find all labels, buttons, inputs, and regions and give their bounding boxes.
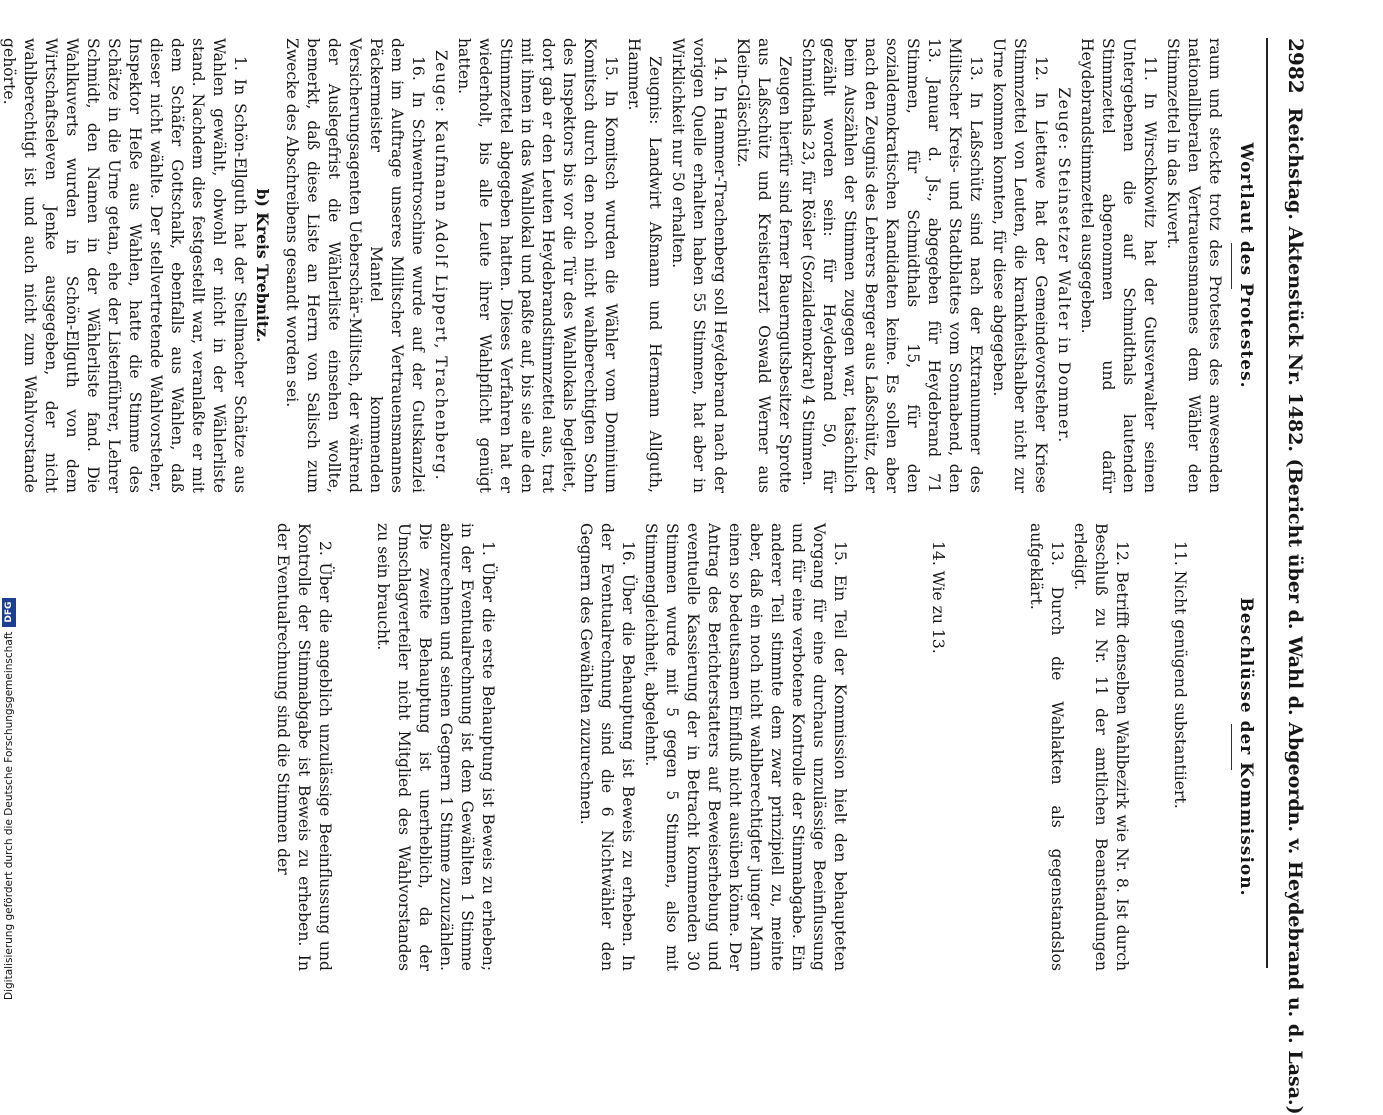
decision-b1: 1. Über die erste Behauptung ist Beweis zu erheben; in der Eventualrechnung ist dem Gewählten 1 Stimme abzurechnen und seinen Gegnern 1 Stimme zuzuzählen. Die zweite Behauptung ist unerheblich, da der Umschlagverteiler nicht Mitglied des Wahlvorstandes zu sein braucht.	[374, 523, 497, 971]
page-header	[1266, 38, 1308, 1115]
decision-15: 15. Ein Teil der Kommission hielt den behaupteten Vorgang für eine durchaus unzulässige Beeinflussung und für eine verbotene Kontrolle der Stimmabgabe. Ein anderer Teil stimmte dem zwar prinzipiell zu, meinte aber, daß ein noch nicht wahlberechtigter junger Mann einen so bedeutsamen Einfluß nicht ausüben könne. Der Antrag des Berichterstatters auf Beweiserhebung und eventuelle Kassierung der in Betracht kommenden 30 Stimmen wurde mit 5 gegen 5 Stimmen, also mit Stimmengleichheit, abgelehnt.	[642, 523, 849, 971]
decision-14: 14. Wie zu 13.	[929, 541, 947, 654]
spacer	[335, 523, 370, 971]
decision-16: 16. Über die Behauptung ist Beweis zu erheben. In der Eventualrechnung sind die 6 Nichtwähler den Gegnern des Gewählten zuzurechnen.	[577, 523, 637, 971]
decision-12: 12. Betrifft denselben Wahlbezirk wie Nr. 8. Ist durch Beschluß zu Nr. 11 der amtlichen Beanstandungen erledigt.	[1071, 523, 1131, 971]
section-heading-trebnitz: b) Kreis Trebnitz.	[253, 188, 272, 343]
protest-item-16: 16. In Schwentroschine wurde auf der Gutskanzlei dem im Auftrage unseres Militscher Vertrauensmannes Päckermeister Mantel kommenden Versicherungsagenten Ueberschär-Militsch, der während der Auslegefrist die Wählerliste einsehen wollte, bemerkt, daß diese Liste an Herrn von Salisch zum Zwecke des Abschreibens gesandt worden sei.	[283, 38, 427, 493]
heading-rule	[1231, 243, 1232, 289]
spacer	[948, 523, 1023, 971]
digitization-note	[2, 30, 16, 1000]
commission-column	[108, 523, 1258, 971]
decision-13: 13. Durch die Wahlakten als gegenstandslos aufgeklärt.	[1027, 523, 1066, 971]
decision-b2: 2. Über die angeblich unzulässige Beeinflussung und Kontrolle der Stimmabgabe ist Beweis zu erheben. In der Eventualrechnung sind die Stimmen der	[274, 523, 334, 971]
heading-rule	[1231, 724, 1232, 770]
protest-column	[0, 38, 1258, 493]
protest-item-15: 15. In Komitsch wurden die Wähler vom Dominium Komitsch durch den noch nicht wahlberechtigten Sohn des Inspektors bis vor die Tür des Wahllokals begleitet, dort gab er den Leuten Heydebrandstimmzettel aus, trat mit ihnen in das Wahllokal und paßte auf, bis sie alle den Stimmzettel abgegeben hatten. Dieses Verfahren hat er wiederholt, bis alle Leute ihrer Wahlpflicht genügt hatten.	[455, 38, 620, 493]
protest-item-14: 14. In Hammer-Trachenberg soll Heydebrand nach der vorigen Quelle erhalten haben 55 Stimmen, hat aber in Wirklichkeit nur 50 erhalten.	[669, 38, 729, 493]
spacer	[1132, 523, 1167, 971]
protest-heading: Wortlaut des Protestes.	[1236, 142, 1256, 389]
witness-11: Zeuge: Steinsetzer Walter in Dommer.	[1055, 87, 1073, 444]
dfg-logo: DFG	[2, 598, 16, 627]
running-title: Reichstag. Aktenstück Nr. 1482. (Bericht über d. Wahl d. Abgeordn. v. Heydebrand u. d. Lasa.)	[1284, 107, 1306, 1115]
decision-11: 11. Nicht genügend substantiiert.	[1171, 541, 1189, 809]
spacer	[850, 523, 925, 971]
protest-item-12: 12. In Liettawe hat der Gemeindevorsteher Kriese Stimmzettel von Leuten, die krankheitshalber nicht zur Urne kommen konnten, für diese abgegeben.	[990, 38, 1050, 493]
spacer	[498, 523, 573, 971]
protest-item-b1: 1. In Schön-Ellguth hat der Stellmacher Schätze aus Wahlen gewählt, obwohl er nicht in der Wählerliste stand. Nachdem dies festgestellt war, veranlaßte er mit dem Schäfer Gottschalk, ebenfalls aus Wahlen, daß dieser nicht wählte. Der stellvertretende Wahlvorsteher, Inspektor Heße aus Wahlen, hatte die Stimme des Schätze in die Urne getan, ehe der Listenführer, Lehrer Schmidt, den Namen in der Wählerliste fand. Die Wahlkuverts wurden in Schön-Ellguth von dem Wirtschaftseleven Jenke ausgegeben, der nicht wahlberechtigt ist und auch nicht zum Wahlvorstande gehörte.	[0, 38, 249, 493]
protest-item-13: 13. In Laßschütz sind nach der Extranummer des Militscher Kreis- und Stadtblattes vom Sonnabend, den 13. Januar d. Js., abgegeben für Heydebrand 71 Stimmen, für Schmidthals 15, für den sozialdemokratischen Kandidaten keine. Es sollen aber nach den Zeugnis des Lehrers Berger aus Laßschütz, der beim Auszählen der Stimmen zugegen war, tatsächlich gezählt worden sein: für Heydebrand 50, für Schmidthals 23, für Rösler (Sozialdemokrat) 4 Stimmen.	[799, 38, 985, 493]
protest-paragraph-continued: raum und steckte trotz des Protestes des anwesenden nationalliberalen Vertrauensmannes dem Wähler den Stimmzettel in das Kuvert.	[1164, 38, 1224, 493]
page-number: 2982	[1284, 38, 1308, 94]
protest-item-11: 11. In Wirschkowitz hat der Gutsverwalter seinen Untergebenen die auf Schmidthals lautenden Stimmzettel abgenommen und dafür Heydebrandstimmzettel ausgegeben.	[1078, 38, 1159, 493]
spacer	[1190, 523, 1225, 971]
commission-heading: Beschlüsse der Kommission.	[1236, 597, 1256, 897]
witness-14: Zeugnis: Landwirt Aßmann und Hermann Allguth, Hammer.	[625, 38, 664, 493]
witness-15: Zeuge: Kaufmann Adolf Lippert, Trachenberg.	[432, 49, 450, 482]
digitization-text: Digitalisierung gefördert durch die Deutsche Forschungsgemeinschaft	[3, 631, 15, 1000]
witness-13: Zeugen hierfür sind ferner Bauerngutsbesitzer Sprotte aus Laßschütz und Kreistierarzt Oswald Werner aus Klein-Gläschütz.	[734, 38, 794, 493]
